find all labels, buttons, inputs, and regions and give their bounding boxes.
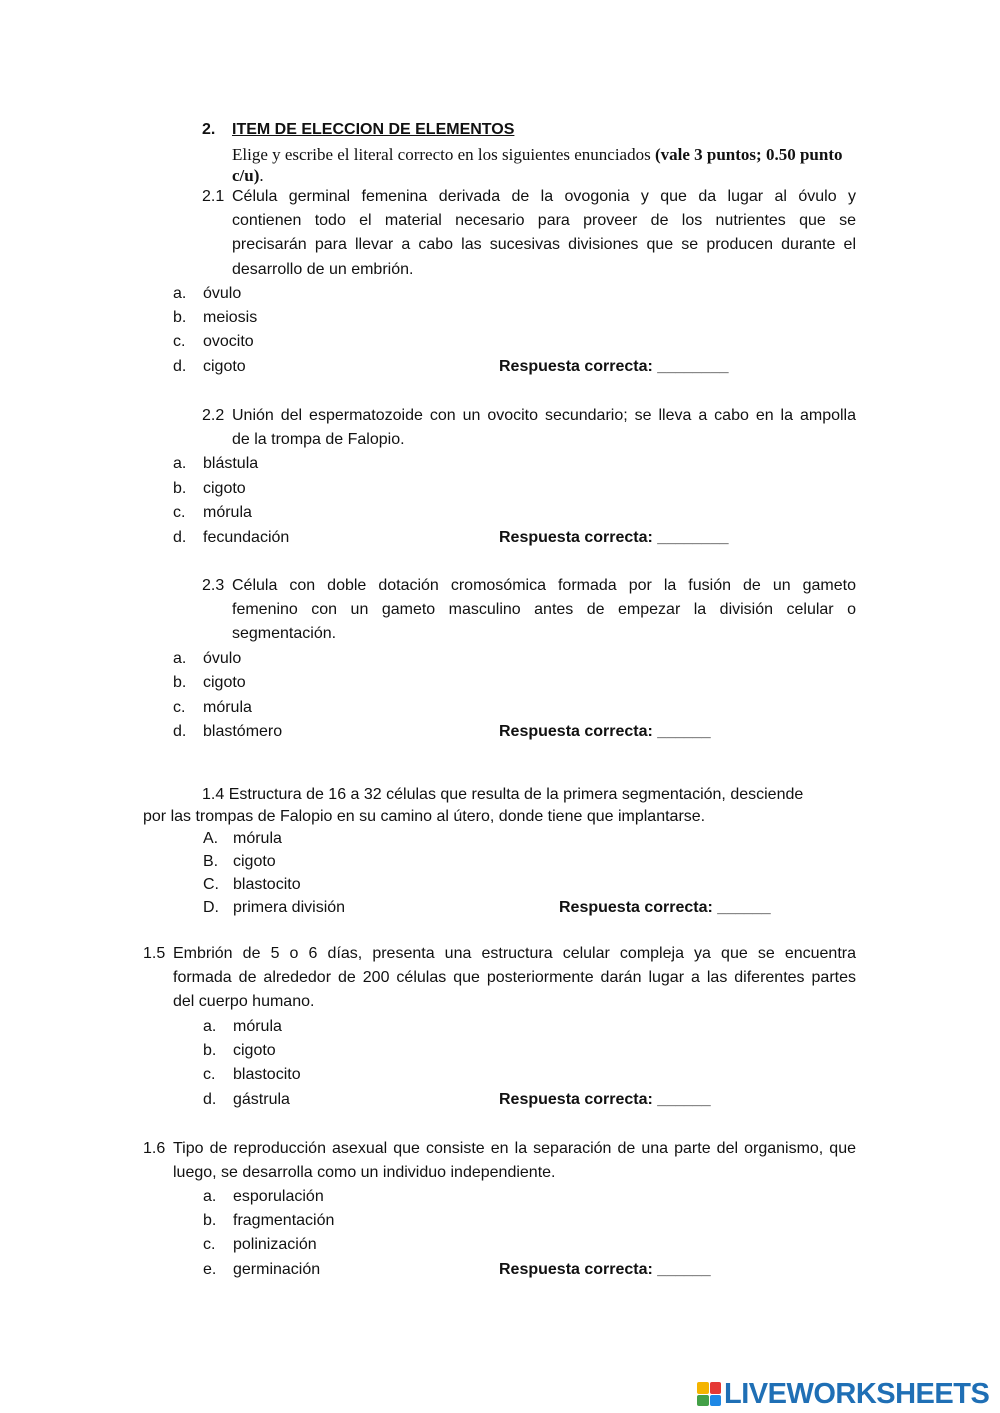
answer-row <box>499 1088 711 1112</box>
option-text: mórula <box>233 830 282 847</box>
answer-label: Respuesta correcta: <box>499 529 653 546</box>
option-letter: a. <box>173 455 187 472</box>
option-letter: b. <box>173 480 187 497</box>
answer-row <box>499 526 728 550</box>
instruction-text: Elige y escribe el literal correcto en los siguientes enunciados <box>232 145 651 164</box>
option-text: mórula <box>203 699 252 716</box>
option-letter: c. <box>173 699 186 716</box>
option-letter: e. <box>203 1261 217 1278</box>
option-text: cigoto <box>203 358 246 375</box>
answer-blank[interactable]: ________ <box>657 358 729 375</box>
liveworksheets-wordmark: LIVEWORKSHEETS <box>724 1377 990 1410</box>
question-number: 2.1 <box>202 188 225 205</box>
option-text: blastocito <box>233 1066 301 1083</box>
option-letter: d. <box>173 723 187 740</box>
question-text-line: Tipo de reproducción asexual que consiste en la separación de una parte del organismo, que <box>173 1140 856 1157</box>
question-number: 1.4 <box>202 786 225 803</box>
option-text: cigoto <box>233 1042 276 1059</box>
option-letter: a. <box>203 1018 217 1035</box>
option-text: polinización <box>233 1236 317 1253</box>
question-text-line: segmentación. <box>232 625 337 642</box>
answer-row <box>499 720 711 744</box>
question-text-line: Embrión de 5 o 6 días, presenta una estructura celular compleja ya que se encuentra <box>173 945 856 962</box>
section-number: 2. <box>202 121 216 138</box>
option-letter: b. <box>173 674 187 691</box>
logo-square-icon <box>697 1382 709 1394</box>
option-text: óvulo <box>203 285 242 302</box>
option-letter: a. <box>173 285 187 302</box>
option-letter: A. <box>203 830 219 847</box>
answer-blank[interactable]: ______ <box>657 1261 711 1278</box>
option-text: germinación <box>233 1261 321 1278</box>
answer-label: Respuesta correcta: <box>559 899 713 916</box>
answer-row <box>499 1258 711 1282</box>
option-letter: b. <box>203 1212 217 1229</box>
option-text: fecundación <box>203 529 290 546</box>
answer-label: Respuesta correcta: <box>499 1091 653 1108</box>
option-text: meiosis <box>203 309 258 326</box>
question-text-line: de la trompa de Falopio. <box>232 431 405 448</box>
question-number: 2.2 <box>202 407 225 424</box>
question-number: 1.6 <box>143 1140 166 1157</box>
option-letter: d. <box>173 358 187 375</box>
option-letter: b. <box>203 1042 217 1059</box>
question-text-line: formada de alrededor de 200 células que posteriormente darán lugar a las diferentes partes <box>173 969 856 986</box>
question-number: 1.5 <box>143 945 166 962</box>
option-letter: c. <box>203 1066 216 1083</box>
option-text: gástrula <box>233 1091 290 1108</box>
option-text: blastocito <box>233 876 301 893</box>
option-letter: a. <box>203 1188 217 1205</box>
option-text: óvulo <box>203 650 242 667</box>
question-text-line: contienen todo el material necesario para proveer de los nutrientes que se <box>232 212 856 229</box>
question-text-line: Célula germinal femenina derivada de la ovogonia y que da lugar al óvulo y <box>232 188 856 205</box>
option-text: cigoto <box>233 853 276 870</box>
answer-blank[interactable]: ______ <box>717 899 771 916</box>
option-text: cigoto <box>203 480 246 497</box>
option-text: primera división <box>233 899 346 916</box>
answer-blank[interactable]: ______ <box>657 1091 711 1108</box>
option-text: fragmentación <box>233 1212 335 1229</box>
points-continuation: c/u). <box>232 166 264 185</box>
points-text: (vale 3 puntos; 0.50 punto <box>654 145 843 164</box>
option-letter: b. <box>173 309 187 326</box>
question-number: 2.3 <box>202 577 225 594</box>
question-text-line: femenino con un gameto masculino antes de empezar la división celular o <box>232 601 856 618</box>
option-text: ovocito <box>203 333 254 350</box>
question-text-line: por las trompas de Falopio en su camino al útero, donde tiene que implantarse. <box>143 808 706 825</box>
liveworksheets-logo <box>697 1378 989 1410</box>
question-text-line: 1.4 Estructura de 16 a 32 células que resulta de la primera segmentación, desciende <box>202 786 804 803</box>
question-text-line: del cuerpo humano. <box>173 993 315 1010</box>
option-text: esporulación <box>233 1188 324 1205</box>
option-letter: d. <box>203 1091 217 1108</box>
answer-row <box>559 896 771 920</box>
option-text: blastómero <box>203 723 283 740</box>
option-letter: B. <box>203 853 219 870</box>
option-letter: d. <box>173 529 187 546</box>
answer-row <box>499 355 728 379</box>
section-instruction <box>232 143 842 167</box>
option-letter: D. <box>203 899 219 916</box>
option-letter: a. <box>173 650 187 667</box>
question-text-line: Unión del espermatozoide con un ovocito secundario; se lleva a cabo en la ampolla <box>232 407 856 424</box>
logo-square-icon <box>710 1382 722 1394</box>
question-text-line: desarrollo de un embrión. <box>232 261 414 278</box>
answer-blank[interactable]: ______ <box>657 723 711 740</box>
answer-label: Respuesta correcta: <box>499 358 653 375</box>
question-text-line: Célula con doble dotación cromosómica formada por la fusión de un gameto <box>232 577 856 594</box>
question-text-line: precisarán para llevar a cabo las sucesivas divisiones que se producen durante el <box>232 236 856 253</box>
option-text: cigoto <box>203 674 246 691</box>
answer-label: Respuesta correcta: <box>499 1261 653 1278</box>
option-letter: c. <box>173 504 186 521</box>
question-text-line: luego, se desarrolla como un individuo independiente. <box>173 1164 556 1181</box>
option-letter: C. <box>203 876 219 893</box>
option-letter: c. <box>173 333 186 350</box>
logo-square-icon <box>697 1395 709 1407</box>
answer-blank[interactable]: ________ <box>657 529 729 546</box>
option-text: blástula <box>203 455 259 472</box>
option-text: mórula <box>233 1018 282 1035</box>
liveworksheets-icon <box>697 1382 721 1406</box>
logo-square-icon <box>710 1395 722 1407</box>
answer-label: Respuesta correcta: <box>499 723 653 740</box>
option-letter: c. <box>203 1236 216 1253</box>
option-text: mórula <box>203 504 252 521</box>
section-title: ITEM DE ELECCION DE ELEMENTOS <box>232 121 515 138</box>
